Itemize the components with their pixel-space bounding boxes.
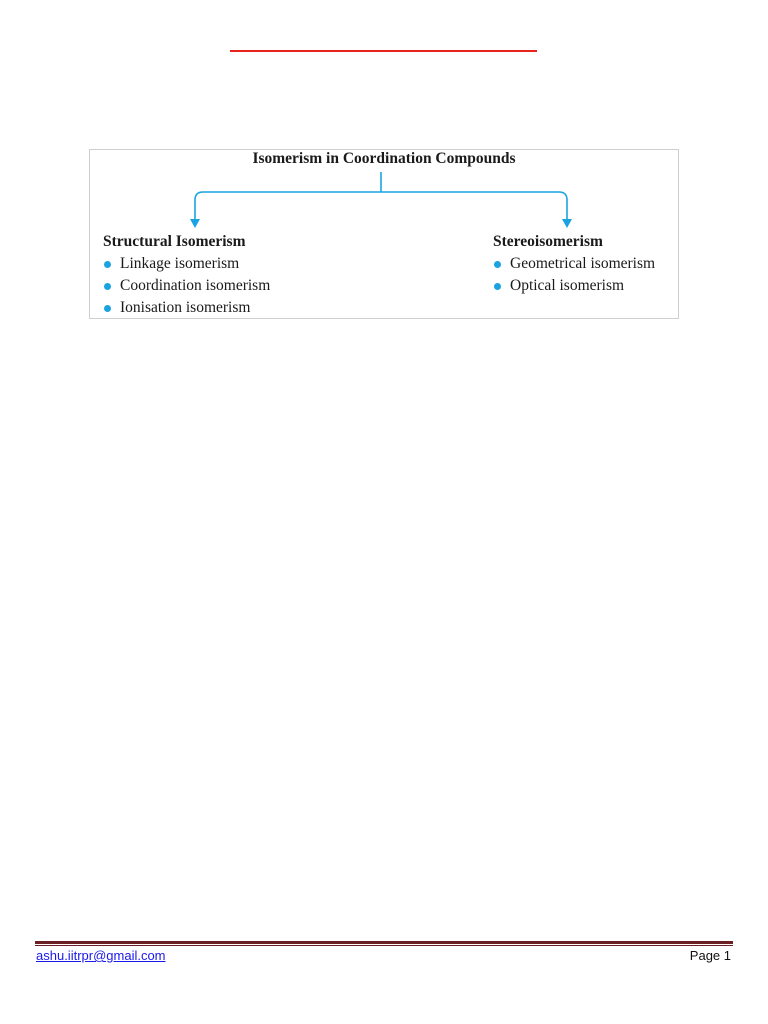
stereoisomerism-title: Stereoisomerism — [493, 233, 603, 250]
diagram-title: Isomerism in Coordination Compounds — [252, 150, 516, 167]
header-red-rule — [230, 50, 537, 52]
right-arrowhead — [562, 219, 572, 228]
bullet-icon — [104, 283, 111, 290]
structural-isomerism-title: Structural Isomerism — [103, 233, 246, 250]
isomerism-classification-diagram — [89, 149, 679, 319]
footer-rule-thick — [35, 941, 733, 944]
bullet-icon — [104, 261, 111, 268]
page-number: Page 1 — [689, 948, 731, 963]
bullet-icon — [104, 305, 111, 312]
list-item: Optical isomerism — [493, 275, 655, 297]
bullet-icon — [494, 261, 501, 268]
left-arrowhead — [190, 219, 200, 228]
branch-connectors — [90, 150, 680, 240]
footer-email-link[interactable]: ashu.iitrpr@gmail.com — [36, 948, 166, 963]
list-item: Coordination isomerism — [103, 275, 270, 297]
list-item: Ionisation isomerism — [103, 297, 270, 319]
left-connector — [195, 192, 381, 220]
footer-rule-thin — [35, 945, 733, 946]
stereoisomerism-branch — [493, 232, 655, 297]
structural-isomerism-branch — [103, 232, 270, 319]
list-item: Geometrical isomerism — [493, 253, 655, 275]
stereoisomerism-list — [493, 253, 655, 297]
right-connector — [381, 192, 567, 220]
bullet-icon — [494, 283, 501, 290]
structural-isomerism-list — [103, 253, 270, 319]
list-item: Linkage isomerism — [103, 253, 270, 275]
